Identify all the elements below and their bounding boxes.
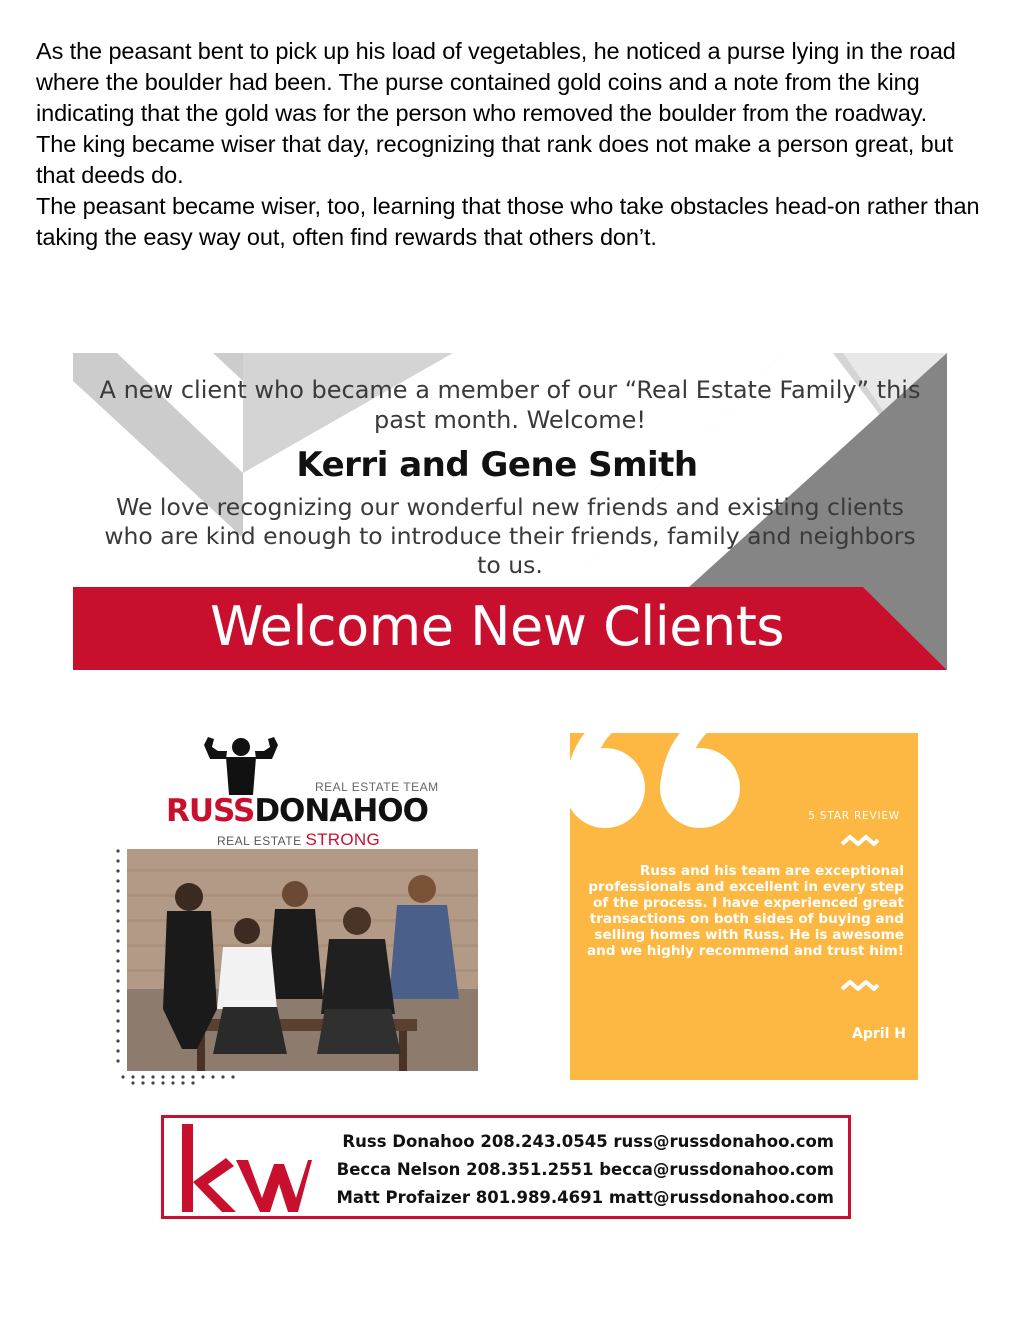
story-paragraph: As the peasant bent to pick up his load of vegetables, he noticed a purse lying in the road where the boulder had been. The purse contained gold coins and a note from the king indicating that the gold was for the person who removed the boulder from the roadway. [36, 38, 956, 126]
client-names: Kerri and Gene Smith [296, 445, 698, 485]
review-heading: 5 STAR REVIEW [808, 810, 900, 822]
contact-lines [336, 1128, 834, 1212]
tagline-strong: STRONG [305, 830, 380, 849]
team-photo-image [127, 849, 478, 1071]
contact-line: Matt Profaizer 801.989.4691 matt@russdonahoo.com [336, 1188, 834, 1207]
contact-line: Becca Nelson 208.351.2551 becca@russdonahoo.com [336, 1160, 834, 1179]
logo-russ: RUSS [166, 793, 255, 829]
wave-divider-icon [840, 834, 880, 848]
team-photo [127, 849, 478, 1071]
kw-logo [174, 1122, 314, 1218]
story-paragraph: The king became wiser that day, recognizing that rank does not make a person great, but that deeds do. [36, 131, 954, 188]
logo-wordmark [166, 793, 428, 829]
flexing-man-icon [196, 733, 286, 795]
logo-team-label: REAL ESTATE TEAM [315, 780, 439, 794]
review-text: Russ and his team are exceptional professionals and excellent in every step of the process. I have experienced great transactions on both sides of buying and selling homes with Russ. He is awesome and we highly recommend and trust him! [586, 863, 904, 959]
tagline-prefix: REAL ESTATE [217, 834, 306, 848]
review-card [570, 733, 918, 1080]
banner-intro: A new client who became a member of our “Real Estate Family” this past month. Welcome! [99, 376, 921, 434]
team-photo-frame [113, 845, 483, 1085]
logo-donahoo: DONAHOO [254, 793, 428, 829]
contact-line: Russ Donahoo 208.243.0545 russ@russdonahoo.com [342, 1132, 834, 1151]
welcome-banner [73, 353, 947, 670]
story-text [36, 36, 996, 253]
banner-message: We love recognizing our wonderful new friends and existing clients who are kind enough to introduce their friends, family and neighbors to us. [104, 493, 916, 579]
russ-donahoo-logo [160, 733, 450, 853]
quote-mark-icon [570, 733, 750, 833]
banner-title: Welcome New Clients [209, 595, 785, 658]
contact-box [161, 1115, 851, 1219]
story-paragraph: The peasant became wiser, too, learning that those who take obstacles head-on rather than taking the easy way out, often find rewards that others don’t. [36, 193, 980, 250]
review-author: April H [852, 1026, 906, 1042]
wave-divider-icon [840, 979, 880, 993]
